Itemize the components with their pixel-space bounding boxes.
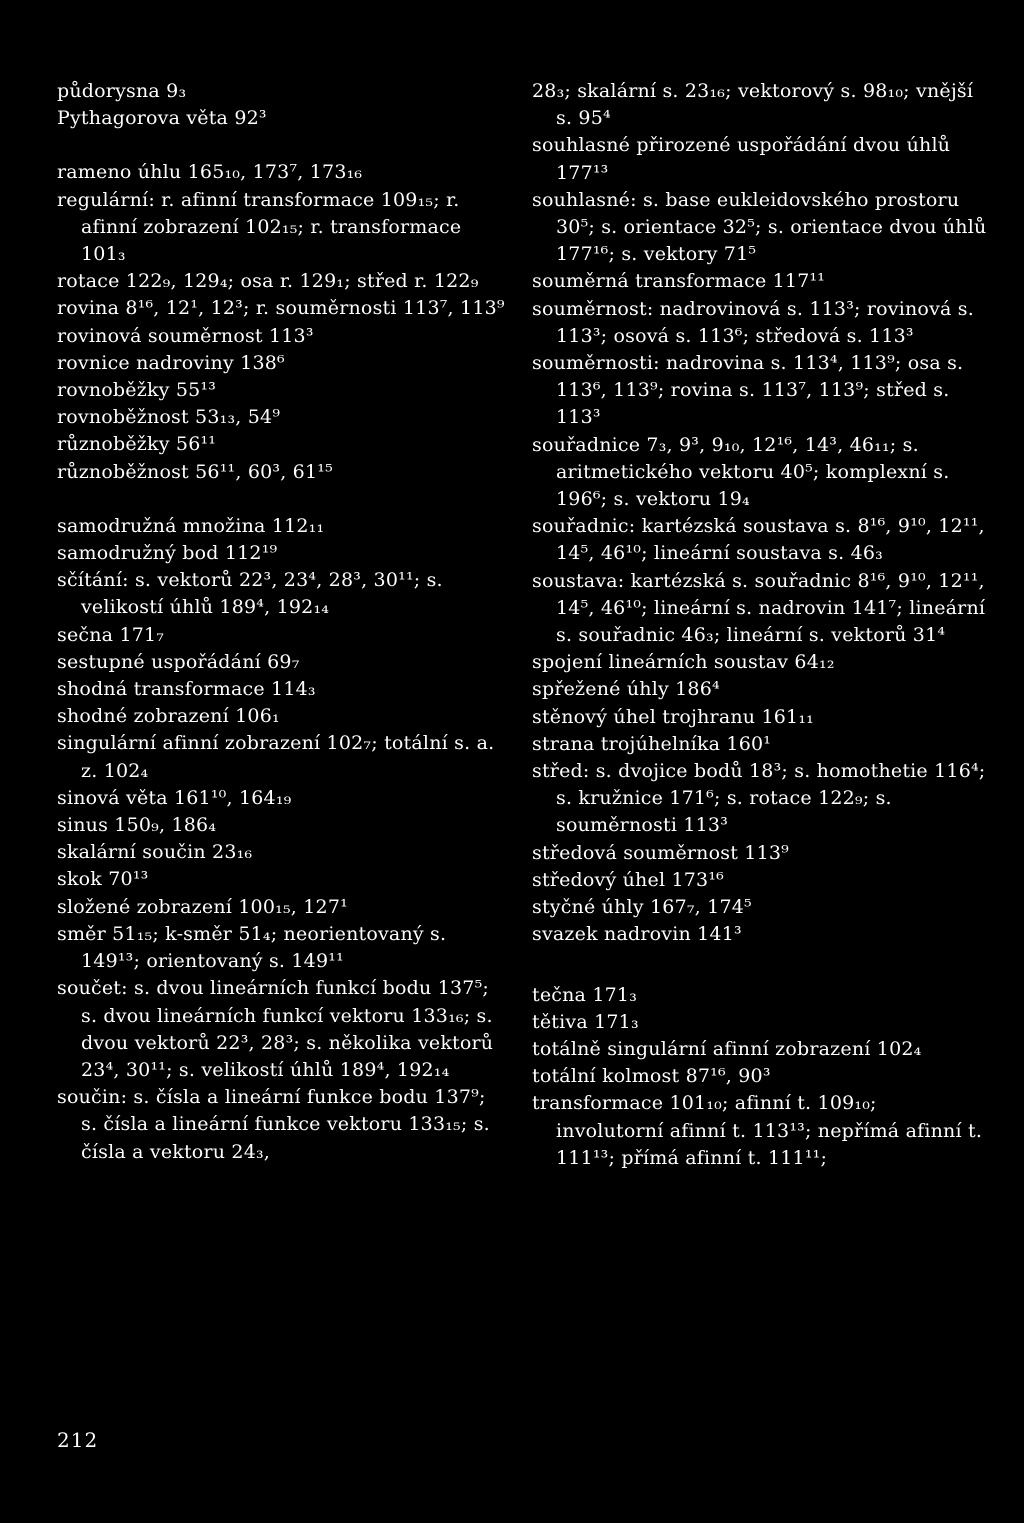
section-gap [57, 132, 507, 159]
index-entry: svazek nadrovin 141³ [532, 923, 742, 946]
index-entry: rovinová souměrnost 113³ [57, 324, 314, 347]
index-entry: rovnice nadroviny 138⁶ [57, 351, 285, 374]
index-entry: 28₃; skalární s. 23₁₆; vektorový s. 98₁₀; vnější s. 95⁴ [532, 80, 974, 130]
section-gap [532, 949, 987, 982]
section-gap [57, 486, 507, 513]
index-entry: totální kolmost 87¹⁶, 90³ [532, 1065, 771, 1088]
index-entry: skok 70¹³ [57, 868, 149, 891]
index-entry: tečna 171₃ [532, 983, 638, 1006]
left-column [57, 78, 507, 1166]
index-entry: sčítání: s. vektorů 22³, 23⁴, 28³, 30¹¹; s. velikostí úhlů 189⁴, 192₁₄ [57, 569, 443, 619]
index-entry: půdorysna 9₃ [57, 80, 187, 102]
index-entry: střed: s. dvojice bodů 18³; s. homothetie 116⁴; s. kružnice 171⁶; s. rotace 122₉; s. souměrnosti 113³ [532, 760, 986, 837]
index-entry: styčné úhly 167₇, 174⁵ [532, 896, 752, 919]
index-entry: souměrnost: nadrovinová s. 113³; rovinová s. 113³; osová s. 113⁶; středová s. 113³ [532, 297, 974, 347]
index-entry: regulární: r. afinní transformace 109₁₅; r. afinní zobrazení 102₁₅; r. transformace 101₃ [57, 188, 462, 266]
index-entry: rovina 8¹⁶, 12¹, 12³; r. souměrnosti 113⁷, 113⁹ [57, 297, 505, 320]
index-entry: skalární součin 23₁₆ [57, 841, 253, 864]
index-entry: souřadnice 7₃, 9³, 9₁₀, 12¹⁶, 14³, 46₁₁; s. aritmetického vektoru 40⁵; komplexní s. 196⁶; s. vektoru 19₄ [532, 433, 950, 511]
index-entry: spojení lineárních soustav 64₁₂ [532, 651, 835, 674]
index-entry: souřadnic: kartézská soustava s. 8¹⁶, 9¹⁰, 12¹¹, 14⁵, 46¹⁰; lineární soustava s. 46₃ [532, 515, 985, 565]
index-entry: sečna 171₇ [57, 623, 165, 646]
index-entry: různoběžnost 56¹¹, 60³, 61¹⁵ [57, 460, 333, 483]
right-column [532, 78, 987, 1172]
index-entry: tětiva 171₃ [532, 1010, 639, 1033]
index-entry: souměrnosti: nadrovina s. 113⁴, 113⁹; osa s. 113⁶, 113⁹; rovina s. 113⁷, 113⁹; střed s. 113³ [532, 352, 964, 429]
index-entry: samodružný bod 112¹⁹ [57, 542, 278, 565]
index-entry: středová souměrnost 113⁹ [532, 841, 789, 864]
index-entry: rameno úhlu 165₁₀, 173⁷, 173₁₆ [57, 161, 363, 184]
index-entry: soustava: kartézská s. souřadnic 8¹⁶, 9¹⁰, 12¹¹, 14⁵, 46¹⁰; lineární s. nadrovin 141⁷; lineární s. souřadnic 46₃; lineární s. vektorů 31⁴ [532, 569, 986, 647]
page-number: 212 [57, 1428, 99, 1452]
index-entry: samodružná množina 112₁₁ [57, 514, 325, 537]
index-entry: strana trojúhelníka 160¹ [532, 732, 772, 755]
index-entry: transformace 101₁₀; afinní t. 109₁₀; involutorní afinní t. 113¹³; nepřímá afinní t. 111¹³; přímá afinní t. 111¹¹; [532, 1092, 983, 1169]
index-entry: singulární afinní zobrazení 102₇; totální s. a. z. 102₄ [57, 732, 495, 782]
index-entry: stěnový úhel trojhranu 161₁₁ [532, 705, 814, 728]
index-entry: spřežené úhly 186⁴ [532, 678, 720, 701]
index-entry: složené zobrazení 100₁₅, 127¹ [57, 895, 348, 918]
index-entry: rovnoběžky 55¹³ [57, 379, 217, 402]
index-entry: sinus 150₉, 186₄ [57, 814, 217, 837]
index-entry: totálně singulární afinní zobrazení 102₄ [532, 1037, 922, 1060]
index-entry: Pythagorova věta 92³ [57, 107, 267, 130]
index-entry: součet: s. dvou lineárních funkcí bodu 137⁵; s. dvou lineárních funkcí vektoru 133₁₆; s. dvou vektorů 22³, 28³; s. několika vektorů 23⁴, 30¹¹; s. velikostí úhlů 189⁴, 192₁₄ [57, 977, 494, 1081]
index-entry: součin: s. čísla a lineární funkce bodu 137⁹; s. čísla a lineární funkce vektoru 133₁₅; s. čísla a vektoru 24₃, [57, 1086, 490, 1163]
index-entry: rovnoběžnost 53₁₃, 54⁹ [57, 406, 281, 429]
index-entry: souhlasné přirozené uspořádání dvou úhlů 177¹³ [532, 134, 951, 184]
index-entry: souměrná transformace 117¹¹ [532, 270, 826, 293]
index-entry: různoběžky 56¹¹ [57, 433, 217, 456]
index-entry: shodné zobrazení 106₁ [57, 705, 280, 728]
index-entry: sestupné uspořádání 69₇ [57, 650, 300, 673]
index-entry: souhlasné: s. base eukleidovského prostoru 30⁵; s. orientace 32⁵; s. orientace dvou úhlů 177¹⁶; s. vektory 71⁵ [532, 188, 987, 266]
index-entry: směr 51₁₅; k-směr 51₄; neorientovaný s. 149¹³; orientovaný s. 149¹¹ [57, 922, 447, 973]
index-entry: sinová věta 161¹⁰, 164₁₉ [57, 786, 292, 809]
index-entry: shodná transformace 114₃ [57, 678, 316, 701]
index-entry: rotace 122₉, 129₄; osa r. 129₁; střed r. 122₉ [57, 270, 479, 293]
index-entry: středový úhel 173¹⁶ [532, 868, 724, 891]
